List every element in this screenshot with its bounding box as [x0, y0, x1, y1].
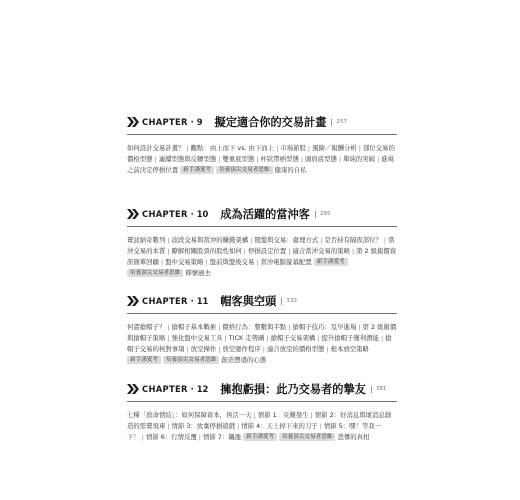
topic-entry: 瞭解相關股票的股性如何: [171, 247, 242, 255]
chapter-page-number: 295: [315, 211, 331, 218]
separator: |: [383, 236, 387, 244]
separator: |: [167, 334, 170, 342]
chapter-topics: [127, 410, 397, 443]
topic-entry: 適合當沖交易的策略: [292, 247, 350, 255]
topic-entry: 情節 7：飆漲: [202, 433, 241, 441]
topic-entry: 何謂搶帽子？: [127, 323, 166, 331]
chapter-11-section: [127, 292, 397, 366]
separator: |: [266, 334, 269, 342]
topic-entry: 搶帽子交易的核對事項: [127, 334, 392, 353]
topic-entry: 情節 2：好消息與壞消息創造的需賣飛車: [127, 411, 392, 430]
topic-entry: 情節 1：災難發生: [257, 411, 309, 419]
topic-entry: 部位交易的價格型態: [127, 144, 395, 163]
topic-entry: TICK 走勢圖: [228, 334, 265, 342]
chapter-heading: [127, 292, 397, 314]
topic-badge: 新手謹愛考: [127, 356, 161, 364]
chapter-number: 12: [196, 384, 209, 394]
separator: |: [250, 236, 253, 244]
topic-badge: 新手謹愛考: [314, 258, 348, 266]
separator: |: [351, 247, 355, 255]
separator: |: [338, 155, 342, 163]
topic-entry: 情節 4：天上掉下來的刀子: [241, 422, 318, 430]
chapter-number: 9: [196, 117, 203, 127]
topic-entry: 價格行為：整數與半點: [222, 323, 287, 331]
topic-entry: 雙重底型態: [222, 155, 255, 163]
chapter-page-number: 257: [331, 119, 347, 126]
topic-entry: 進場之前決定停損位置: [127, 155, 394, 174]
separator: |: [358, 144, 361, 152]
chapter-label: CHAPTER: [142, 384, 188, 394]
chapter-10-section: [127, 205, 397, 279]
topic-entry: 情節 5：嘿！等我一下！: [127, 422, 382, 441]
topic-entry: 盤前與盤後交易: [209, 258, 255, 266]
separator: |: [256, 155, 259, 163]
separator: |: [160, 258, 164, 266]
topic-entry: 杯狀帶柄型態: [260, 155, 299, 163]
chapter-topics: [127, 322, 397, 366]
topic-entry: 強化盤中交易工具: [171, 334, 223, 342]
topic-entry: 提升搶帽子獲利潛能: [321, 334, 379, 342]
separator: |: [167, 236, 170, 244]
separator: |: [262, 345, 265, 353]
separator: |: [218, 345, 221, 353]
separator: |: [377, 155, 380, 163]
topic-entry: 適合放空的價格型態: [266, 345, 325, 353]
topic-entry: 頭肩底型態: [305, 155, 337, 163]
chapter-topics: [127, 143, 397, 176]
topic-entry: 市場節股: [280, 144, 306, 152]
topic-entry: 放空操作: [190, 345, 217, 353]
topic-badge: 培養頂尖交易者思維: [127, 269, 183, 277]
separator: |: [167, 422, 170, 430]
chapter-title: 帽客與空頭: [220, 295, 277, 308]
topic-entry: 健康的自私: [274, 166, 307, 174]
topic-entry: 單純的突破: [343, 155, 376, 163]
separator: |: [186, 345, 189, 353]
separator: |: [256, 258, 259, 266]
chapter-number: 11: [196, 296, 209, 306]
separator: |: [218, 155, 221, 163]
chapter-12-section: [127, 380, 397, 443]
chapter-page-number: 381: [371, 386, 387, 393]
chapter-page-number: 333: [281, 298, 297, 305]
chapter-heading: [127, 113, 397, 135]
double-chevron-icon: [127, 296, 139, 306]
topic-entry: 連續型態與反轉型態: [158, 155, 217, 163]
topic-entry: 第 2 級報價與搶帽子策略: [127, 323, 397, 342]
topic-entry: 釋懷過去: [185, 269, 211, 277]
topic-entry: 停損設定位置: [247, 247, 287, 255]
topic-entry: 搶帽子技巧：及早進場: [292, 323, 357, 331]
topic-entry: 悲慘的真相: [337, 433, 370, 441]
topic-entry: 放空運作程序: [222, 345, 261, 353]
chapter-label: CHAPTER: [142, 296, 188, 306]
separator: |: [205, 258, 208, 266]
separator: |: [288, 323, 291, 331]
separator: |: [141, 433, 144, 441]
chapter-title: 擬定適合你的交易計畫: [214, 116, 327, 129]
separator: |: [218, 323, 221, 331]
topic-entry: 波段交易與當沖的賺錢架構: [171, 236, 249, 244]
topic-entry: 搶帽子交易架構: [270, 334, 316, 342]
topic-entry: 情節 3：放棄停損遊戲: [171, 422, 236, 430]
topic-entry: 是否持有隔夜部位？: [324, 236, 382, 244]
separator: |: [198, 433, 201, 441]
topic-entry: 當沖交易的本質: [127, 236, 395, 255]
topic-entry: 第 2 級報價資訊簡單回顧: [127, 247, 397, 266]
separator: |: [300, 155, 303, 163]
separator: |: [167, 323, 170, 331]
topic-entry: 當沖電腦螢幕配置: [260, 258, 312, 266]
separator: |: [381, 334, 384, 342]
topic-entry: 創造豐盛的心態: [221, 356, 267, 364]
chapter-label: CHAPTER: [142, 117, 188, 127]
topic-badge: 培養頂尖交易者思維: [163, 356, 219, 364]
topic-badge: 培養頂尖交易者思維: [279, 433, 335, 441]
topic-entry: 根本放空策略: [330, 345, 369, 353]
chapter-dot: ‧: [190, 209, 194, 219]
separator: |: [307, 144, 311, 152]
chapter-topics: [127, 235, 397, 279]
topic-entry: 如何設計交易計畫？: [127, 144, 185, 152]
chapter-title: 成為活躍的當沖客: [220, 208, 310, 221]
chapter-number: 10: [196, 209, 209, 219]
separator: |: [319, 422, 322, 430]
separator: |: [276, 144, 279, 152]
topic-entry: 七種「致命情結」：如何保障資本，再活一天: [127, 411, 252, 419]
topic-badge: 培養頂尖交易者思維: [216, 166, 272, 174]
separator: |: [310, 411, 313, 419]
separator: |: [320, 236, 323, 244]
separator: |: [326, 345, 329, 353]
topic-entry: 風險／報酬分析: [312, 144, 357, 152]
chapter-9-section: [127, 113, 397, 176]
double-chevron-icon: [127, 117, 139, 127]
separator: |: [186, 144, 189, 152]
chapter-heading: [127, 205, 397, 227]
topic-entry: 盤中交易策略: [165, 258, 204, 266]
separator: |: [358, 323, 361, 331]
chapter-dot: ‧: [190, 296, 194, 306]
separator: |: [243, 247, 246, 255]
separator: |: [237, 422, 240, 430]
topic-entry: 觀點：由上而下 vs. 由下而上: [190, 144, 275, 152]
separator: |: [253, 411, 256, 419]
topic-entry: 情節 6：行情反覆: [145, 433, 197, 441]
separator: |: [154, 155, 157, 163]
separator: |: [288, 247, 291, 255]
double-chevron-icon: [127, 209, 139, 219]
chapter-title: 擁抱虧損：此乃交易者的摯友: [220, 383, 366, 396]
separator: |: [167, 247, 170, 255]
topic-badge: 新手謹愛考: [243, 433, 277, 441]
topic-entry: 賣波納奇數列: [127, 236, 166, 244]
chapter-dot: ‧: [190, 384, 194, 394]
chapter-dot: ‧: [190, 117, 194, 127]
separator: |: [317, 334, 320, 342]
chapter-heading: [127, 380, 397, 402]
topic-badge: 新手謹愛考: [180, 166, 214, 174]
topic-entry: 搶帽子基本戰術: [171, 323, 217, 331]
chapter-label: CHAPTER: [142, 209, 188, 219]
topic-entry: 閱盤與交易：處理方式: [254, 236, 319, 244]
double-chevron-icon: [127, 384, 139, 394]
separator: |: [224, 334, 227, 342]
